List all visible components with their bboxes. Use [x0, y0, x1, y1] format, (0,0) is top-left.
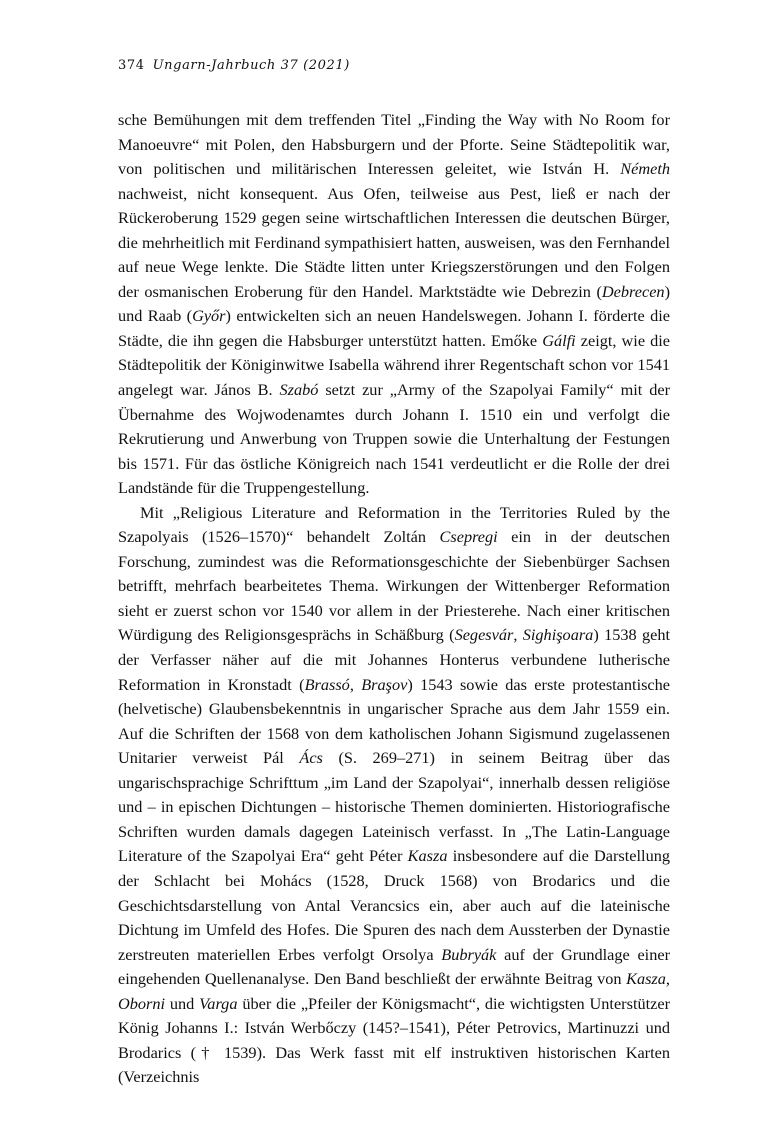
text-run: nachweist, nicht konsequent. Aus Ofen, teilweise aus Pest, ließ er nach der Rückeroberung 1529 gegen seine wirtschaftlichen Interessen die deutschen Bürger, die mehrheitlich mit Ferdinand sympathisiert hatten, ausweisen, was den Fernhandel auf neue Wege lenkte. Die Städte litten unter Kriegszerstörungen und den Folgen der osmanischen Eroberung für den Handel. Marktstädte wie Debrezin ( — [118, 183, 670, 301]
running-head — [118, 58, 350, 73]
text-run: auf der Grundlage einer eingehenden Quellenanalyse. Den Band beschließt der erwähnte Beitrag von — [118, 944, 670, 989]
text-run: , — [665, 969, 670, 989]
italic-name: Ács — [299, 748, 323, 768]
text-run: , — [349, 674, 362, 694]
italic-name: Debrecen — [601, 281, 665, 301]
italic-name: Braşov — [361, 674, 408, 694]
text-run: setzt zur „Army of the Szapolyai Family“ mit der Übernahme des Wojwodenamtes durch Johann I. 1510 ein und verfolgt die Rekrutierung und Anwerbung von Truppen sowie die Unterhaltung der Festungen bis 1571. Für das östliche Königreich nach 1541 verdeutlicht er die Rolle der drei Landstände für die Truppengestellung. — [118, 380, 670, 498]
italic-name: Gálfi — [542, 330, 576, 350]
text-run: ein in der deutschen Forschung, zumindest was die Reformationsgeschichte der Siebenbürger Sachsen betrifft, mehrfach bearbeitetes Thema. Wirkungen der Wittenberger Reformation sieht er zuerst schon vor 1540 vor allem in der Priesterehe. Nach einer kritischen Würdigung des Religionsgesprächs in Schäßburg ( — [118, 527, 670, 645]
italic-name: Kasza — [626, 969, 666, 989]
journal-title: Ungarn-Jahrbuch 37 (2021) — [152, 58, 350, 73]
italic-name: Csepregi — [439, 527, 498, 547]
italic-name: Szabó — [279, 380, 319, 400]
text-run: sche Bemühungen mit dem treffenden Titel „Finding the Way with No Room for Manoeuvre“ mit Polen, den Habsburgern und der Pforte. Seine Städtepolitik war, von politischen und militärischen Interessen geleitet, wie István H. — [118, 110, 670, 179]
italic-name: Varga — [199, 993, 238, 1013]
italic-name: Sighişoara — [522, 625, 594, 645]
text-run: insbesondere auf die Darstellung der Schlacht bei Mohács (1528, Druck 1568) von Brodarics und die Geschichtsdarstellung von Antal Verancsics ein, aber auch auf die lateinische Dichtung im Umfeld des Hofes. Die Spuren des nach dem Aussterben der Dynastie zerstreuten materiellen Erbes verfolgt Orsolya — [118, 846, 670, 964]
italic-name: Németh — [620, 159, 670, 179]
text-run: ) 1538 geht der Verfasser näher auf die mit Johannes Honterus verbundene lutherische Reformation in Kronstadt ( — [118, 625, 671, 694]
page-number: 374 — [118, 58, 145, 73]
italic-name: Kasza — [407, 846, 448, 866]
text-run: zeigt, wie die Städtepolitik der Königinwitwe Isabella während ihrer Regentschaft schon vor 1541 angelegt war. János B. — [118, 330, 670, 400]
italic-name: Brassó — [304, 674, 350, 694]
italic-name: Bubryák — [441, 944, 497, 964]
italic-name: Győr — [192, 306, 226, 326]
text-run: ) entwickelten sich an neuen Handelswegen. Johann I. förderte die Städte, die ihn gegen die Habsburger unterstützt hatten. Emőke — [118, 306, 670, 350]
italic-name: Oborni — [118, 993, 166, 1013]
text-run: (S. 269–271) in seinem Beitrag über das ungarischsprachige Schrifttum „im Land der Szapolyai“, innerhalb dessen religiöse und – in epischen Dichtungen – historische Themen dominierten. Historiografische Schriften wurden damals dagegen Lateinisch verfasst. In „The Latin-Language Literature of the Szapolyai Era“ geht Péter — [118, 748, 671, 866]
body-text — [118, 108, 670, 1090]
text-run: über die „Pfeiler der Königsmacht“, die wichtigsten Unterstützer König Johanns I.: István Werbőczy (145?–1541), Péter Petrovics, Martinuzzi und Brodarics († 1539). Das Werk fasst mit elf instruktiven historischen Karten (Verzeichnis — [118, 993, 671, 1087]
text-run: und — [165, 993, 200, 1013]
text-run: , — [513, 625, 523, 645]
text-run: ) 1543 sowie das erste protestantische (helvetische) Glaubensbekenntnis in ungarischer Sprache aus dem Jahr 1559 ein. Auf die Schriften der 1568 von dem katholischen Johann Sigismund zugelassenen Unitarier verweist Pál — [118, 674, 671, 768]
paragraph-2 — [118, 501, 670, 1090]
text-run: Mit „Religious Literature and Reformation in the Territories Ruled by the Szapolyais (1526–1570)“ behandelt Zoltán — [118, 502, 670, 547]
text-run: ) und Raab ( — [118, 281, 670, 326]
paragraph-1 — [118, 108, 670, 501]
italic-name: Segesvár — [454, 625, 514, 645]
